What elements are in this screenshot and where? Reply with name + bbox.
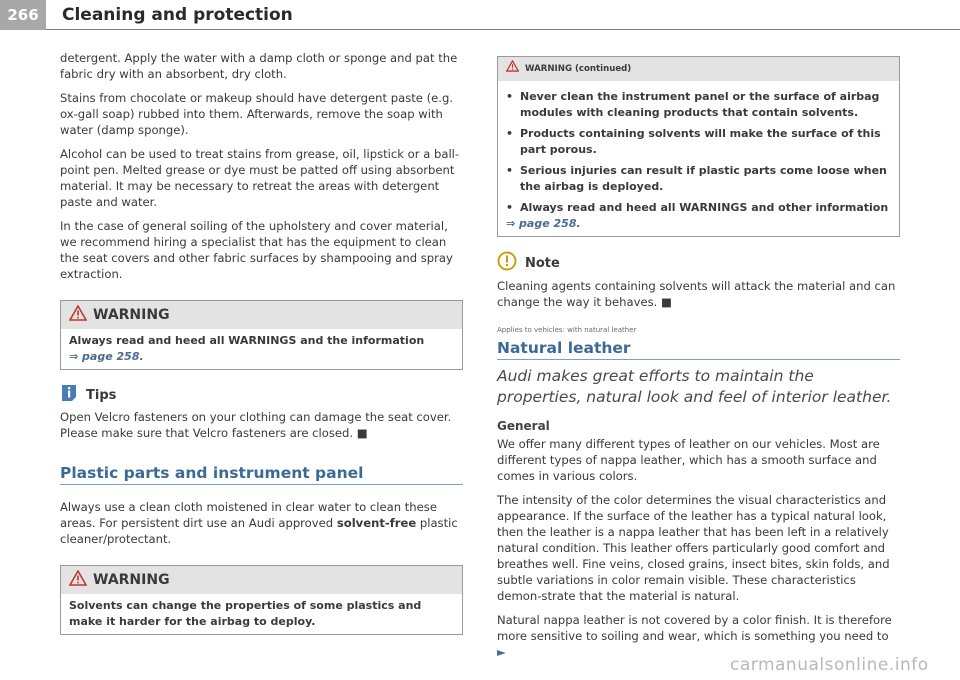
list-item: • Serious injuries can result if plastic parts come loose when the airbag is deployed. bbox=[506, 164, 887, 193]
paragraph: Stains from chocolate or makeup should have detergent paste (e.g. ox-gall soap) rubbed into them. Afterwards, remove the soap with water (damp sponge). bbox=[60, 91, 453, 137]
warning-box-continued bbox=[497, 56, 900, 237]
list-item: • Products containing solvents will make the surface of this part porous. bbox=[506, 127, 881, 156]
warning-triangle-icon bbox=[69, 305, 87, 325]
paragraph: Always use a clean cloth moistened in clear water to clean these areas. For persistent dirt use an Audi approved solvent-free plastic cleaner/protectant. bbox=[60, 500, 458, 546]
continue-arrow-icon: ► bbox=[497, 645, 506, 659]
warning-title: WARNING bbox=[93, 307, 170, 323]
warning-header bbox=[61, 301, 462, 329]
warning-title: WARNING (continued) bbox=[525, 64, 632, 74]
section-title: Plastic parts and instrument panel bbox=[60, 464, 364, 482]
page-reference-link[interactable]: ⇒ page 258. bbox=[69, 350, 144, 363]
paragraph: detergent. Apply the water with a damp cloth or sponge and pat the fabric dry with an absorbent, dry cloth. bbox=[60, 51, 458, 81]
info-icon bbox=[60, 384, 78, 407]
section-lead: Audi makes great efforts to maintain the properties, natural look and feel of interior leather. bbox=[497, 367, 892, 406]
note-icon bbox=[497, 251, 517, 276]
header-divider bbox=[46, 29, 960, 30]
chapter-title: Cleaning and protection bbox=[62, 5, 293, 25]
page-number: 266 bbox=[0, 0, 46, 30]
section-title: Natural leather bbox=[497, 339, 631, 357]
warning-header bbox=[498, 57, 899, 81]
left-column bbox=[60, 50, 463, 645]
applies-to-label: Applies to vehicles: with natural leather bbox=[497, 326, 637, 334]
right-column bbox=[497, 56, 900, 668]
paragraph: We offer many different types of leather on our vehicles. Most are different types of nappa leather, which has a smooth surface and comes in various colors. bbox=[497, 437, 880, 483]
note-title: Note bbox=[525, 255, 560, 271]
warning-box bbox=[60, 565, 463, 635]
subheading: General bbox=[497, 419, 550, 433]
list-item: • Never clean the instrument panel or the surface of airbag modules with cleaning products that contain solvents. bbox=[506, 90, 880, 119]
tips-header bbox=[60, 384, 463, 407]
warning-title: WARNING bbox=[93, 572, 170, 588]
tips-title: Tips bbox=[86, 387, 117, 403]
paragraph: In the case of general soiling of the upholstery and cover material, we recommend hiring a specialist that has the equipment to clean the seat covers and other fabric surfaces by shampooing and spray extraction. bbox=[60, 219, 453, 281]
section-divider bbox=[60, 484, 463, 485]
warning-body bbox=[498, 81, 899, 236]
page-reference-link[interactable]: ⇒ page 258. bbox=[506, 217, 581, 230]
note-header bbox=[497, 251, 900, 276]
paragraph: Alcohol can be used to treat stains from grease, oil, lipstick or a ball-point pen. Melted grease or dye must be patted off using absorbent material. It may be necessary to retreat the areas with detergent paste and water. bbox=[60, 147, 460, 209]
warning-header bbox=[61, 566, 462, 594]
tips-text: Open Velcro fasteners on your clothing can damage the seat cover. Please make sure that Velcro fasteners are closed. ■ bbox=[60, 410, 452, 440]
warning-text: Always read and heed all WARNINGS and the information bbox=[69, 334, 425, 347]
note-text: Cleaning agents containing solvents will attack the material and can change the way it behaves. ■ bbox=[497, 279, 896, 309]
watermark: carmanualsonline.info bbox=[730, 655, 929, 675]
paragraph: Natural nappa leather is not covered by a color finish. It is therefore more sensitive to soiling and wear, which is something you need to ► bbox=[497, 613, 892, 659]
warning-body bbox=[61, 329, 462, 369]
warning-triangle-icon bbox=[69, 570, 87, 590]
warning-text: Solvents can change the properties of some plastics and make it harder for the airbag to deploy. bbox=[69, 599, 422, 628]
paragraph: The intensity of the color determines the visual characteristics and appearance. If the surface of the leather has a typical natural look, then the leather is a nappa leather that has been left in a relatively natural condition. This leather offers particularly good comfort and breathes well. Fine veins, closed grains, insect bites, skin folds, and subtle variations in color remain visible. These characteristics demon-strate that the material is natural. bbox=[497, 493, 890, 603]
section-divider bbox=[497, 359, 900, 360]
warning-box bbox=[60, 300, 463, 370]
list-item: • Always read and heed all WARNINGS and other information bbox=[506, 201, 889, 214]
warning-triangle-icon bbox=[506, 60, 519, 78]
